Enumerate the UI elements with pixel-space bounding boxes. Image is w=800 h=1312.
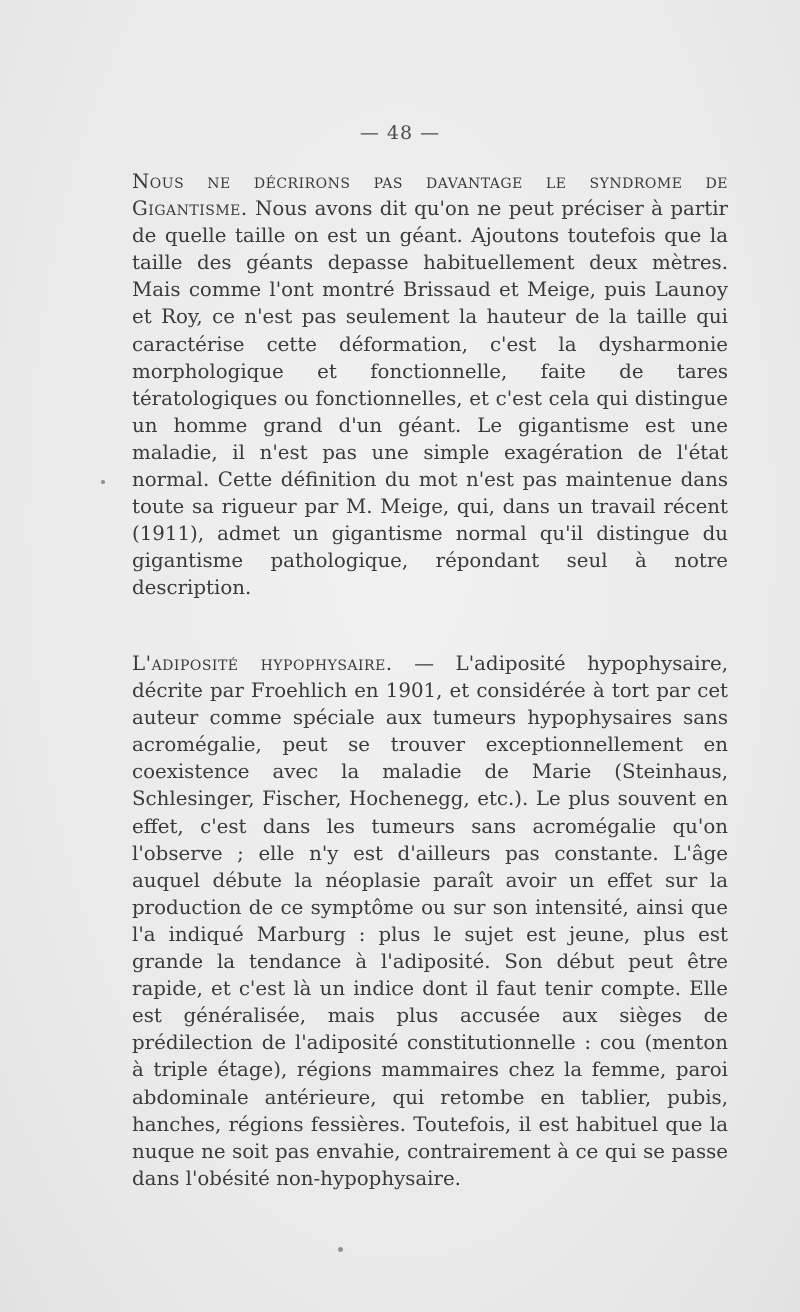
paragraph-heading: L'adiposité hypophysaire. <box>132 652 393 675</box>
paragraph-body: Nous avons dit qu'on ne peut préciser à partir de quelle taille on est un géant. Ajoutons toutefois que la taille des géants depasse habituellement deux mètres. Mais comme l'ont montré Brissaud et Meige, puis Launoy et Roy, ce n'est pas seulement la hauteur de la taille qui caractérise cette déformation, c'est la dysharmonie morphologique et fonctionnelle, faite de tares tératologiques ou fonctionnelles, et c'est cela qui distingue un homme grand d'un géant. Le gigantisme est une maladie, il n'est pas une simple exagération de l'état normal. Cette définition du mot n'est pas maintenue dans toute sa rigueur par M. Meige, qui, dans un travail récent (1911), admet un gigantisme normal qu'il distingue du gigantisme pathologique, répondant seul à notre description. <box>132 197 728 600</box>
paragraph-body: — L'adiposité hypophysaire, décrite par Froehlich en 1901, et considérée à tort par cet auteur comme spéciale aux tumeurs hypophysaires sans acromégalie, peut se trouver exceptionnellement en coexistence avec la maladie de Marie (Steinhaus, Schlesinger, Fischer, Hochenegg, etc.). Le plus souvent en effet, c'est dans les tumeurs sans acromégalie qu'on l'observe ; elle n'y est d'ailleurs pas constante. L'âge auquel débute la néoplasie paraît avoir un effet sur la production de ce symptôme ou sur son intensité, ainsi que l'a indiqué Marburg : plus le sujet est jeune, plus est grande la tendance à l'adiposité. Son début peut être rapide, et c'est là un indice dont il faut tenir compte. Elle est généralisée, mais plus accusée aux sièges de prédilection de l'adiposité constitutionnelle : cou (menton à triple étage), régions mammaires chez la femme, paroi abdominale antérieure, qui retombe en tablier, pubis, hanches, régions fessières. Toutefois, il est habituel que la nuque ne soit pas envahie, contrairement à ce qui se passe dans l'obésité non-hypophysaire. <box>132 652 728 1190</box>
paper-speck <box>338 1247 343 1252</box>
paragraph-heading: Nous ne décrirons pas davantage le syndrome de Gigantisme. <box>132 170 728 221</box>
page-number: — 48 — <box>359 122 441 144</box>
paragraph-gigantisme <box>132 168 728 602</box>
paragraph-adiposite <box>132 650 728 1192</box>
paper-speck <box>101 480 105 484</box>
